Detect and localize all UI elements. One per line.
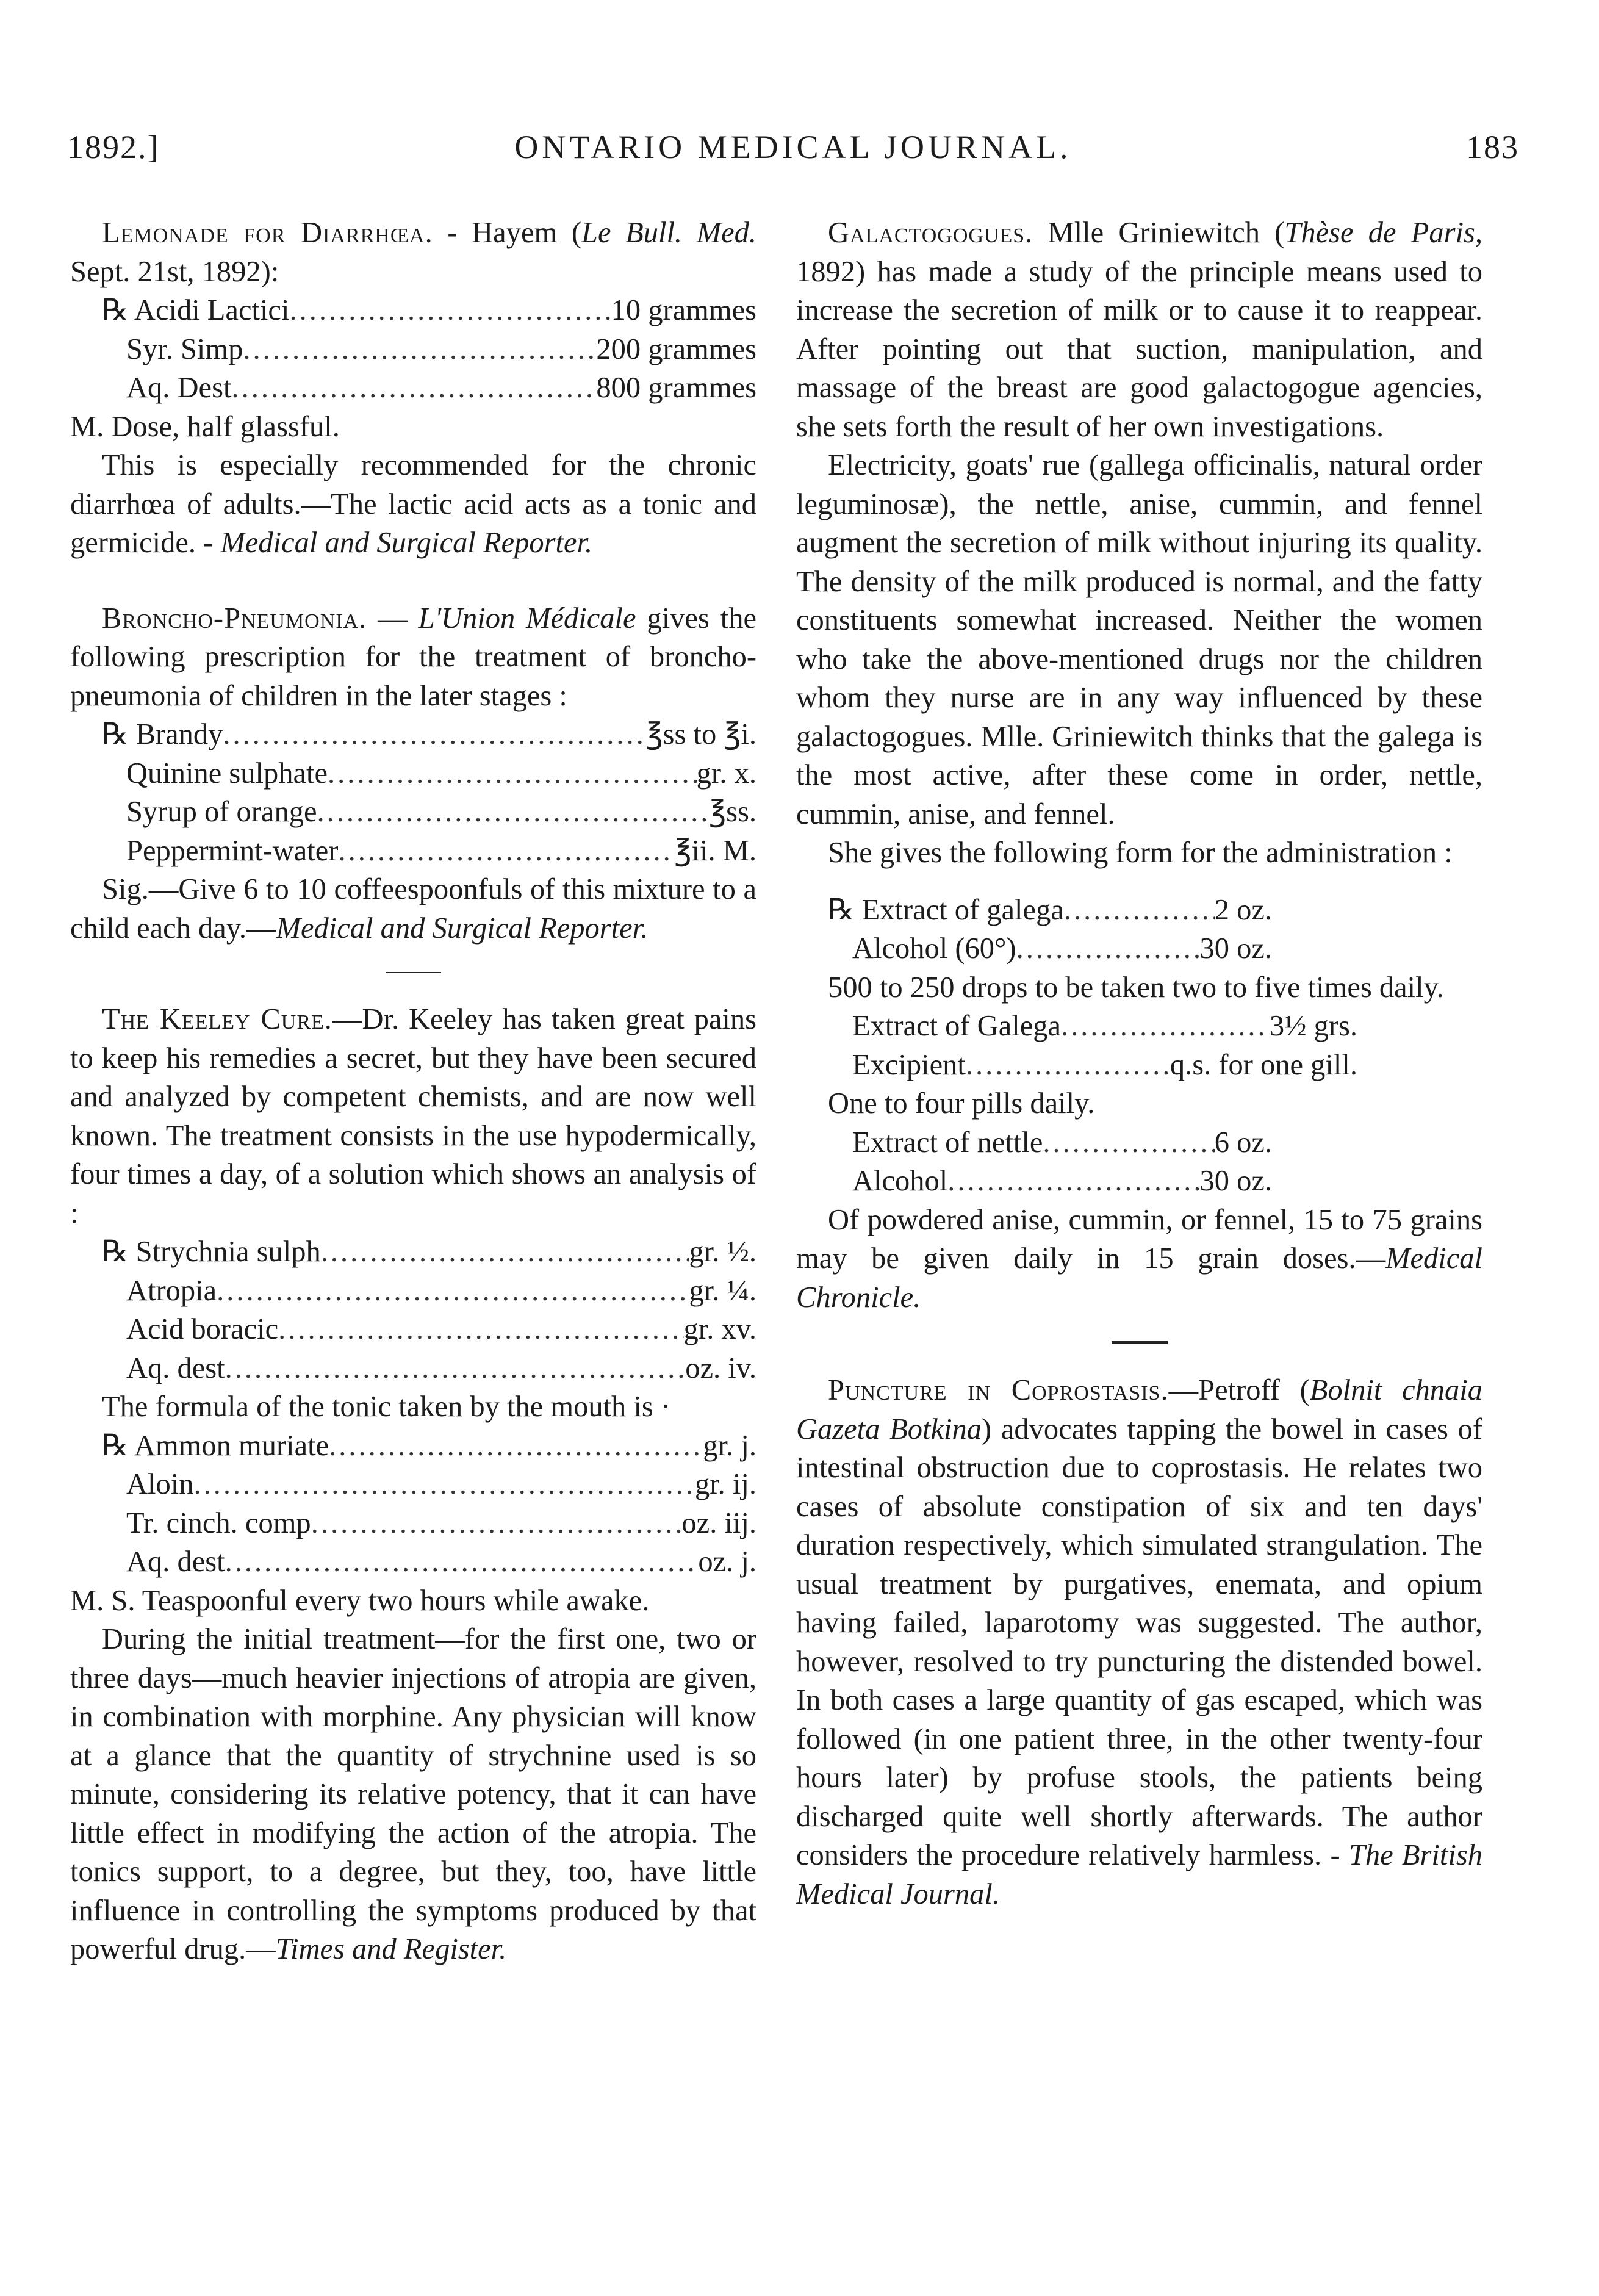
prescription-line: Aloin ..... gr. ij. — [70, 1465, 756, 1504]
prescription-line: Aq. dest ..... oz. j. — [70, 1542, 756, 1582]
prescription-line: Syr. Simp ..... 200 grammes — [70, 330, 756, 369]
galacto-intro: Galactogogues. Mlle Griniewitch (Thèse de Paris, 1892) has made a study of the principle means used to increase the secretion of milk or to cause it to reappear. After pointing out that suction, manipulation, and massage of the breast are good galactogogue agencies, she sets forth the result of her own investigations. — [796, 217, 1483, 443]
puncture-source-title: Bolnit chnaia Gazeta Botkina — [796, 1374, 1482, 1445]
galacto-prescription-3 — [796, 1123, 1272, 1201]
prescription-line: Alcohol ..... 30 oz. — [796, 1162, 1272, 1201]
lemonade-heading: Lemonade for Diarrhœa. — [102, 217, 433, 249]
keeley-heading: The Keeley Cure. — [102, 1003, 332, 1035]
broncho-intro: Broncho-Pneumonia. — L'Union Médicale gives the following prescription for the treatment of broncho-pneumonia of children in the later stages : — [70, 602, 756, 712]
galacto-prescription-2 — [796, 1007, 1357, 1084]
right-column — [796, 214, 1482, 1913]
article-keeley-cure — [70, 1000, 756, 1969]
article-galactogogues — [796, 214, 1482, 1317]
prescription-line: Aq. Dest ..... 800 grammes — [70, 369, 756, 408]
prescription-line: ℞ Extract of galega ..... 2 oz. — [796, 891, 1272, 930]
header-year: 1892.] — [67, 129, 160, 165]
prescription-line: Quinine sulphate ..... gr. x. — [70, 754, 756, 793]
galacto-body: Electricity, goats' rue (gallega officinalis, natural order leguminosæ), the nettle, anise, cummin, and fennel augment the secretion of milk without injuring its quality. The density of the milk produced is normal, and the fatty constituents somewhat increased. Neither the women who take the above-mentioned drugs nor the children whom they nurse are in any way influenced by these galactogogues. Mlle. Griniewitch thinks that the galega is the most active, after these come in order, nettle, cummin, anise, and fennel. — [796, 449, 1482, 830]
prescription-line: Syrup of orange ..... ℥ss. — [70, 793, 756, 832]
lemonade-citation: Medical and Surgical Reporter. — [220, 527, 593, 559]
article-lemonade — [70, 214, 756, 563]
prescription-line: ℞ Brandy ..... ℥ss to ℥i. — [70, 715, 756, 754]
prescription-line: Atropia ..... gr. ¼. — [70, 1272, 756, 1311]
galacto-citation: Medical Chronicle. — [796, 1242, 1482, 1314]
galacto-closing: Of powdered anise, cummin, or fennel, 15 to 75 grains may be given daily in 15 grain doses.—Medical Chronicle. — [796, 1203, 1482, 1314]
keeley-body: During the initial treatment—for the first one, two or three days—much heavier injections of atropia are given, in combination with morphine. Any physician will know at a glance that the quantity of strychnine used is so minute, considering its relative potency, that it can have little effect in modifying the action of the atropia. The tonics support, to a degree, but they, too, have little influence in controlling the symptoms produced by that powerful drug.—Times and Register. — [70, 1623, 756, 1965]
lemonade-source-title: Le Bull. Med. — [581, 217, 756, 249]
broncho-prescription — [70, 715, 756, 870]
prescription-line: Extract of Galega ..... 3½ grs. — [796, 1007, 1357, 1046]
broncho-citation: Medical and Surgical Reporter. — [276, 912, 649, 945]
prescription-line: Acid boracic ..... gr. xv. — [70, 1310, 756, 1349]
puncture-body: Puncture in Coprostasis.—Petroff (Bolnit chnaia Gazeta Botkina) advocates tapping the bowel in cases of intestinal obstruction due to coprostasis. He relates two cases of absolute constipation of six and ten days' duration respectively, which simulated strangulation. The usual treatment by purgatives, enemata, and opium having failed, laparotomy was suggested. The author, however, resolved to try puncturing the distended bowel. In both cases a large quantity of gas escaped, which was followed (in one patient three, in the other twenty-four hours later) by profuse stools, the patients being discharged quite well shortly afterwards. The author considers the procedure relatively harmless. - The British Medical Journal. — [796, 1374, 1482, 1910]
galacto-administration: She gives the following form for the administration : — [828, 837, 1453, 869]
broncho-heading: Broncho-Pneumonia. — [102, 602, 367, 635]
lemonade-dose: M. Dose, half glassful. — [70, 410, 340, 443]
prescription-line: ℞ Acidi Lactici ..... 10 grammes — [70, 291, 756, 330]
lemonade-prescription — [70, 291, 756, 408]
galacto-source-title: Thèse de Paris, — [1284, 217, 1483, 249]
puncture-citation: The British Medical Journal. — [796, 1839, 1482, 1910]
keeley-directions: M. S. Teaspoonful every two hours while awake. — [70, 1584, 650, 1617]
broncho-sig: Sig.—Give 6 to 10 coffeespoonfuls of this mixture to a child each day.—Medical and Surgical Reporter. — [70, 873, 756, 945]
article-puncture-coprostasis — [796, 1371, 1482, 1913]
header-page-number: 183 — [1466, 129, 1519, 165]
galacto-prescription-1 — [796, 891, 1272, 968]
keeley-prescription-injection — [70, 1233, 756, 1387]
prescription-line: Excipient ..... q.s. for one gill. — [796, 1046, 1357, 1085]
keeley-tonic-intro: The formula of the tonic taken by the mouth is · — [102, 1391, 671, 1423]
left-column — [70, 214, 756, 1969]
section-rule — [386, 972, 441, 973]
header-journal-title: ONTARIO MEDICAL JOURNAL. — [514, 129, 1072, 165]
prescription-line: ℞ Strychnia sulph ..... gr. ½. — [70, 1233, 756, 1272]
article-broncho-pneumonia — [70, 599, 756, 948]
section-rule — [1112, 1341, 1168, 1344]
lemonade-body: This is especially recommended for the chronic diarrhœa of adults.—The lactic acid acts as a tonic and germicide. - Medical and Surgical Reporter. — [70, 449, 756, 559]
prescription-line: Alcohol (60°) ..... 30 oz. — [796, 929, 1272, 968]
broncho-source-title: L'Union Médicale — [418, 602, 636, 635]
galacto-heading: Galactogogues. — [828, 217, 1033, 249]
galacto-pills: One to four pills daily. — [828, 1087, 1095, 1120]
keeley-citation: Times and Register. — [275, 1933, 507, 1965]
galacto-dosage: 500 to 250 drops to be taken two to five times daily. — [828, 971, 1444, 1004]
prescription-line: Peppermint-water ..... ℥ii. M. — [70, 832, 756, 871]
puncture-heading: Puncture in Coprostasis. — [828, 1374, 1169, 1406]
lemonade-intro: Lemonade for Diarrhœa. - Hayem (Le Bull. Med. Sept. 21st, 1892): — [70, 217, 756, 288]
prescription-line: ℞ Ammon muriate ..... gr. j. — [70, 1427, 756, 1466]
prescription-line: Extract of nettle ..... 6 oz. — [796, 1123, 1272, 1162]
keeley-prescription-tonic — [70, 1427, 756, 1582]
keeley-intro: The Keeley Cure.—Dr. Keeley has taken great pains to keep his remedies a secret, but they have been secured and analyzed by competent chemists, and are now well known. The treatment consists in the use hypodermically, four times a day, of a solution which shows an analysis of : — [70, 1003, 756, 1229]
running-header — [67, 128, 1519, 177]
prescription-line: Aq. dest ..... oz. iv. — [70, 1349, 756, 1388]
prescription-line: Tr. cinch. comp ..... oz. iij. — [70, 1504, 756, 1543]
